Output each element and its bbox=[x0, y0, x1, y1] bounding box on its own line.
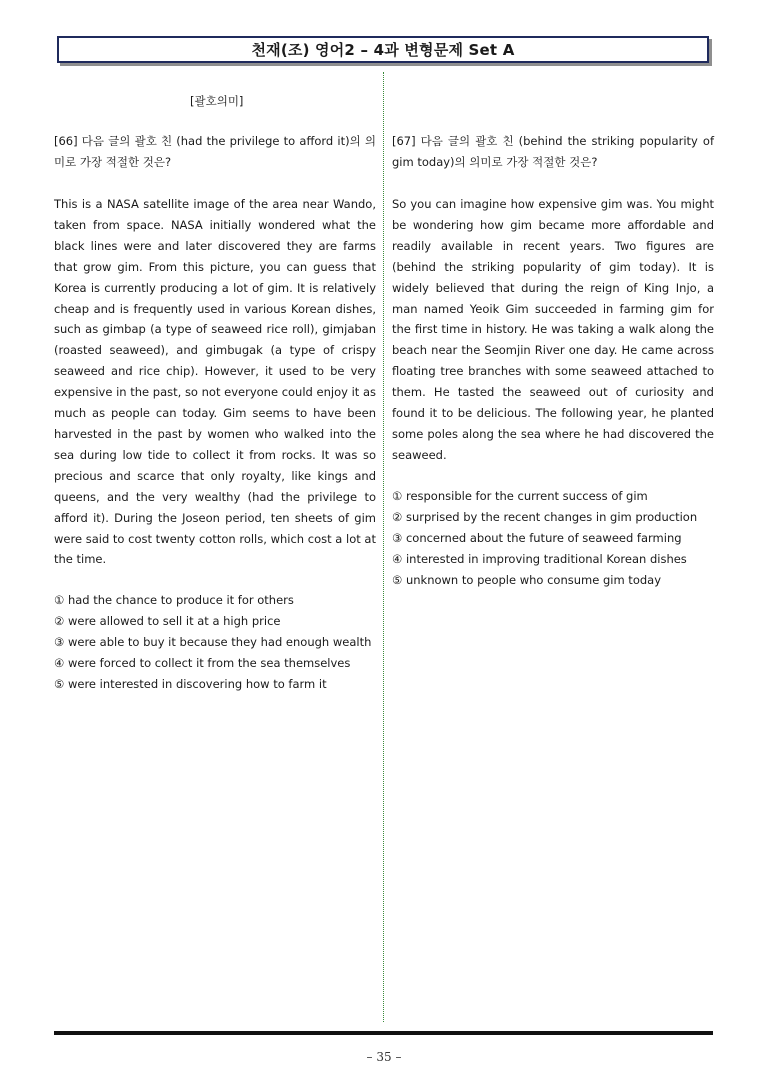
question-66-passage: This is a NASA satellite image of the area near Wando, taken from space. NASA initially wondered what the black lines were and later discovered they are farms that grow gim. From this picture, you can guess that Korea is currently producing a lot of gim. It is relatively cheap and is frequently used in various Korean dishes, such as gimbap (a type of seaweed rice roll), gimjaban (roasted seaweed), and gimbugak (a type of crispy seaweed and rice chip). However, it used to be very expensive in the past, so not everyone could enjoy it as much as people can today. Gim seems to have been harvested in the past by women who walked into the sea during low tide to collect it from rocks. It was so precious and scarce that only royalty, like kings and queens, and the very wealthy (had the privilege to afford it). During the Joseon period, ten sheets of gim were said to cost twenty cotton rolls, which cost a lot at the time. bbox=[54, 197, 376, 567]
option-5: ⑤ were interested in discovering how to farm it bbox=[54, 676, 327, 691]
section-label: [괄호의미] bbox=[190, 94, 244, 108]
question-66-prompt: [66] 다음 글의 괄호 친 (had the privilege to afford it)의 의미로 가장 적절한 것은? bbox=[54, 134, 376, 169]
option-2: ② were allowed to sell it at a high price bbox=[54, 613, 281, 628]
page-number: – 35 – bbox=[366, 1050, 402, 1064]
question-66-options bbox=[54, 590, 384, 695]
header-title: 천재(조) 영어2 – 4과 변형문제 Set A bbox=[251, 41, 515, 59]
footer-rule bbox=[54, 1031, 713, 1035]
option-3: ③ concerned about the future of seaweed farming bbox=[392, 530, 682, 545]
question-67-prompt: [67] 다음 글의 괄호 친 (behind the striking popularity of gim today)의 의미로 가장 적절한 것은? bbox=[392, 134, 714, 169]
column-divider bbox=[383, 72, 384, 1022]
option-3: ③ were able to buy it because they had enough wealth bbox=[54, 634, 372, 649]
question-67-options bbox=[392, 486, 722, 591]
option-1: ① responsible for the current success of gim bbox=[392, 489, 648, 503]
question-67-passage: So you can imagine how expensive gim was. You might be wondering how gim became more affordable and readily available in recent years. Two figures are (behind the striking popularity of gim today). It is widely believed that during the reign of King Injo, a man named Yeoik Gim succeeded in farming gim for the first time in history. He was taking a walk along the beach near the Seomjin River one day. He came across floating tree branches with some seaweed attached to them. He tasted the seaweed out of curiosity and found it to be delicious. The following year, he planted some poles along the sea where he had discovered the seaweed. bbox=[392, 197, 714, 462]
option-2: ② surprised by the recent changes in gim production bbox=[392, 509, 698, 524]
option-4: ④ interested in improving traditional Korean dishes bbox=[392, 551, 687, 566]
option-5: ⑤ unknown to people who consume gim today bbox=[392, 572, 662, 587]
page-header bbox=[57, 36, 709, 63]
option-1: ① had the chance to produce it for others bbox=[54, 593, 294, 607]
option-4: ④ were forced to collect it from the sea themselves bbox=[54, 655, 351, 670]
